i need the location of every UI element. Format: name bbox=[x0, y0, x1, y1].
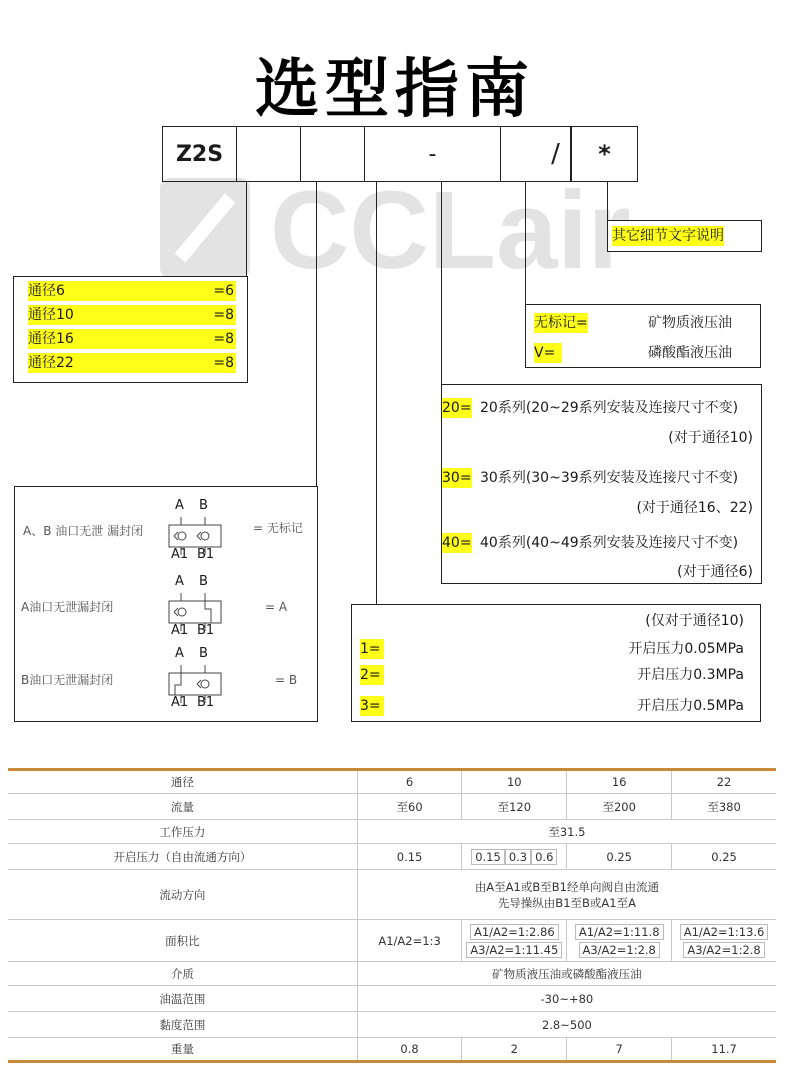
other-details-text: 其它细节文字说明 bbox=[612, 228, 724, 244]
series-code: 20= bbox=[442, 400, 472, 416]
table-row bbox=[8, 1038, 776, 1062]
code-star: * bbox=[571, 127, 637, 181]
table-row bbox=[8, 844, 776, 870]
table-row bbox=[8, 920, 776, 962]
size-cell: 22 bbox=[672, 770, 776, 794]
valve-symbol-a: A B A1 B1 bbox=[165, 575, 235, 641]
row-label: 面积比 bbox=[8, 920, 357, 962]
value-cell: 至31.5 bbox=[357, 820, 776, 844]
value-cell: 2.8~500 bbox=[357, 1012, 776, 1038]
row-label: 介质 bbox=[8, 962, 357, 986]
pressure-code: 1= bbox=[360, 639, 384, 659]
diameter-box bbox=[13, 276, 248, 383]
code-prefix: Z2S bbox=[163, 127, 237, 181]
table-row bbox=[8, 962, 776, 986]
code-cell-diameter bbox=[237, 127, 301, 181]
seal-desc: B油口无泄漏封闭 bbox=[21, 673, 114, 687]
table-row bbox=[8, 870, 776, 920]
value-cell: 至60 bbox=[357, 794, 462, 820]
medium-desc: 矿物质液压油 bbox=[648, 315, 732, 331]
medium-box bbox=[525, 304, 761, 368]
valve-symbol-both: A B A1 B1 bbox=[165, 499, 235, 565]
value-cell: A1/A2=1:2.86 A3/A2=1:11.45 bbox=[462, 920, 567, 962]
diameter-row: 通径16 =8 bbox=[28, 331, 234, 347]
series-desc: 20系列(20~29系列安装及连接尺寸不变) bbox=[480, 400, 739, 416]
value-cell: 7 bbox=[567, 1038, 672, 1062]
size-cell: 6 bbox=[357, 770, 462, 794]
model-code-bar bbox=[162, 126, 638, 182]
series-note: (对于通径10) bbox=[668, 430, 753, 446]
watermark-text: CCLair bbox=[270, 169, 631, 288]
pressure-desc: 开启压力0.05MPa bbox=[628, 641, 744, 657]
code-cell-seal bbox=[301, 127, 365, 181]
diameter-row: 通径22 =8 bbox=[28, 355, 234, 371]
row-label: 开启压力（自由流通方向） bbox=[8, 844, 357, 870]
row-label: 黏度范围 bbox=[8, 1012, 357, 1038]
valve-symbol-b: A B A1 B1 bbox=[165, 647, 235, 713]
series-note: (对于通径6) bbox=[677, 564, 753, 580]
size-cell: 16 bbox=[567, 770, 672, 794]
diameter-row: 通径10 =8 bbox=[28, 307, 234, 323]
medium-code: 无标记= bbox=[534, 315, 588, 331]
seal-box bbox=[14, 486, 318, 722]
row-label: 流量 bbox=[8, 794, 357, 820]
code-slash: / bbox=[541, 127, 571, 181]
spec-table bbox=[8, 768, 776, 1063]
size-cell: 10 bbox=[462, 770, 567, 794]
connector-pressure bbox=[376, 182, 377, 604]
row-label: 通径 bbox=[8, 770, 357, 794]
value-cell: 2 bbox=[462, 1038, 567, 1062]
medium-code: V= bbox=[534, 343, 562, 363]
series-desc: 30系列(30~39系列安装及连接尺寸不变) bbox=[480, 470, 739, 486]
seal-code: = 无标记 bbox=[253, 521, 303, 535]
code-dash: - bbox=[365, 127, 501, 181]
seal-code: = B bbox=[275, 673, 298, 687]
value-cell: 至200 bbox=[567, 794, 672, 820]
row-label: 油温范围 bbox=[8, 986, 357, 1012]
table-row bbox=[8, 820, 776, 844]
row-label: 工作压力 bbox=[8, 820, 357, 844]
seal-code: = A bbox=[265, 600, 288, 614]
seal-desc: A油口无泄漏封闭 bbox=[21, 600, 114, 614]
connector-series bbox=[441, 182, 442, 384]
series-code: 30= bbox=[442, 470, 472, 486]
seal-desc: A、B 油口无泄 漏封闭 bbox=[23, 524, 144, 538]
table-row bbox=[8, 1012, 776, 1038]
table-row bbox=[8, 770, 776, 794]
other-details-box bbox=[607, 220, 762, 252]
pressure-code: 2= bbox=[360, 665, 384, 685]
connector-medium bbox=[525, 182, 526, 304]
row-label: 重量 bbox=[8, 1038, 357, 1062]
connector-details bbox=[607, 182, 608, 220]
pressure-code: 3= bbox=[360, 696, 384, 716]
pressure-box bbox=[351, 604, 761, 722]
connector-seal bbox=[316, 182, 317, 486]
value-cell: 0.25 bbox=[567, 844, 672, 870]
table-row bbox=[8, 794, 776, 820]
value-cell: 0.15 bbox=[357, 844, 462, 870]
value-cell: 11.7 bbox=[672, 1038, 776, 1062]
value-cell: A1/A2=1:13.6 A3/A2=1:2.8 bbox=[672, 920, 776, 962]
pressure-note: (仅对于通径10) bbox=[645, 613, 744, 629]
value-cell: 至380 bbox=[672, 794, 776, 820]
pressure-desc: 开启压力0.3MPa bbox=[637, 667, 744, 683]
series-code: 40= bbox=[442, 535, 472, 551]
value-cell: A1/A2=1:11.8 A3/A2=1:2.8 bbox=[567, 920, 672, 962]
diameter-row: 通径6 =6 bbox=[28, 283, 234, 299]
value-cell: A1/A2=1:3 bbox=[357, 920, 462, 962]
medium-desc: 磷酸酯液压油 bbox=[648, 345, 732, 361]
value-cell: 0.8 bbox=[357, 1038, 462, 1062]
series-note: (对于通径16、22) bbox=[636, 500, 753, 516]
series-desc: 40系列(40~49系列安装及连接尺寸不变) bbox=[480, 535, 739, 551]
value-cell: 0.15 0.3 0.6 bbox=[462, 844, 567, 870]
value-cell: -30~+80 bbox=[357, 986, 776, 1012]
value-cell: 由A至A1或B至B1经单向阀自由流通 先导操纵由B1至B或A1至A bbox=[357, 870, 776, 920]
row-label: 流动方向 bbox=[8, 870, 357, 920]
value-cell: 矿物质液压油或磷酸酯液压油 bbox=[357, 962, 776, 986]
table-row bbox=[8, 986, 776, 1012]
connector-diameter bbox=[246, 182, 247, 276]
pressure-desc: 开启压力0.5MPa bbox=[637, 698, 744, 714]
value-cell: 至120 bbox=[462, 794, 567, 820]
watermark-logo bbox=[160, 168, 680, 288]
value-cell: 0.25 bbox=[672, 844, 776, 870]
page-title: 选型指南 bbox=[255, 53, 535, 127]
series-box bbox=[441, 384, 762, 584]
